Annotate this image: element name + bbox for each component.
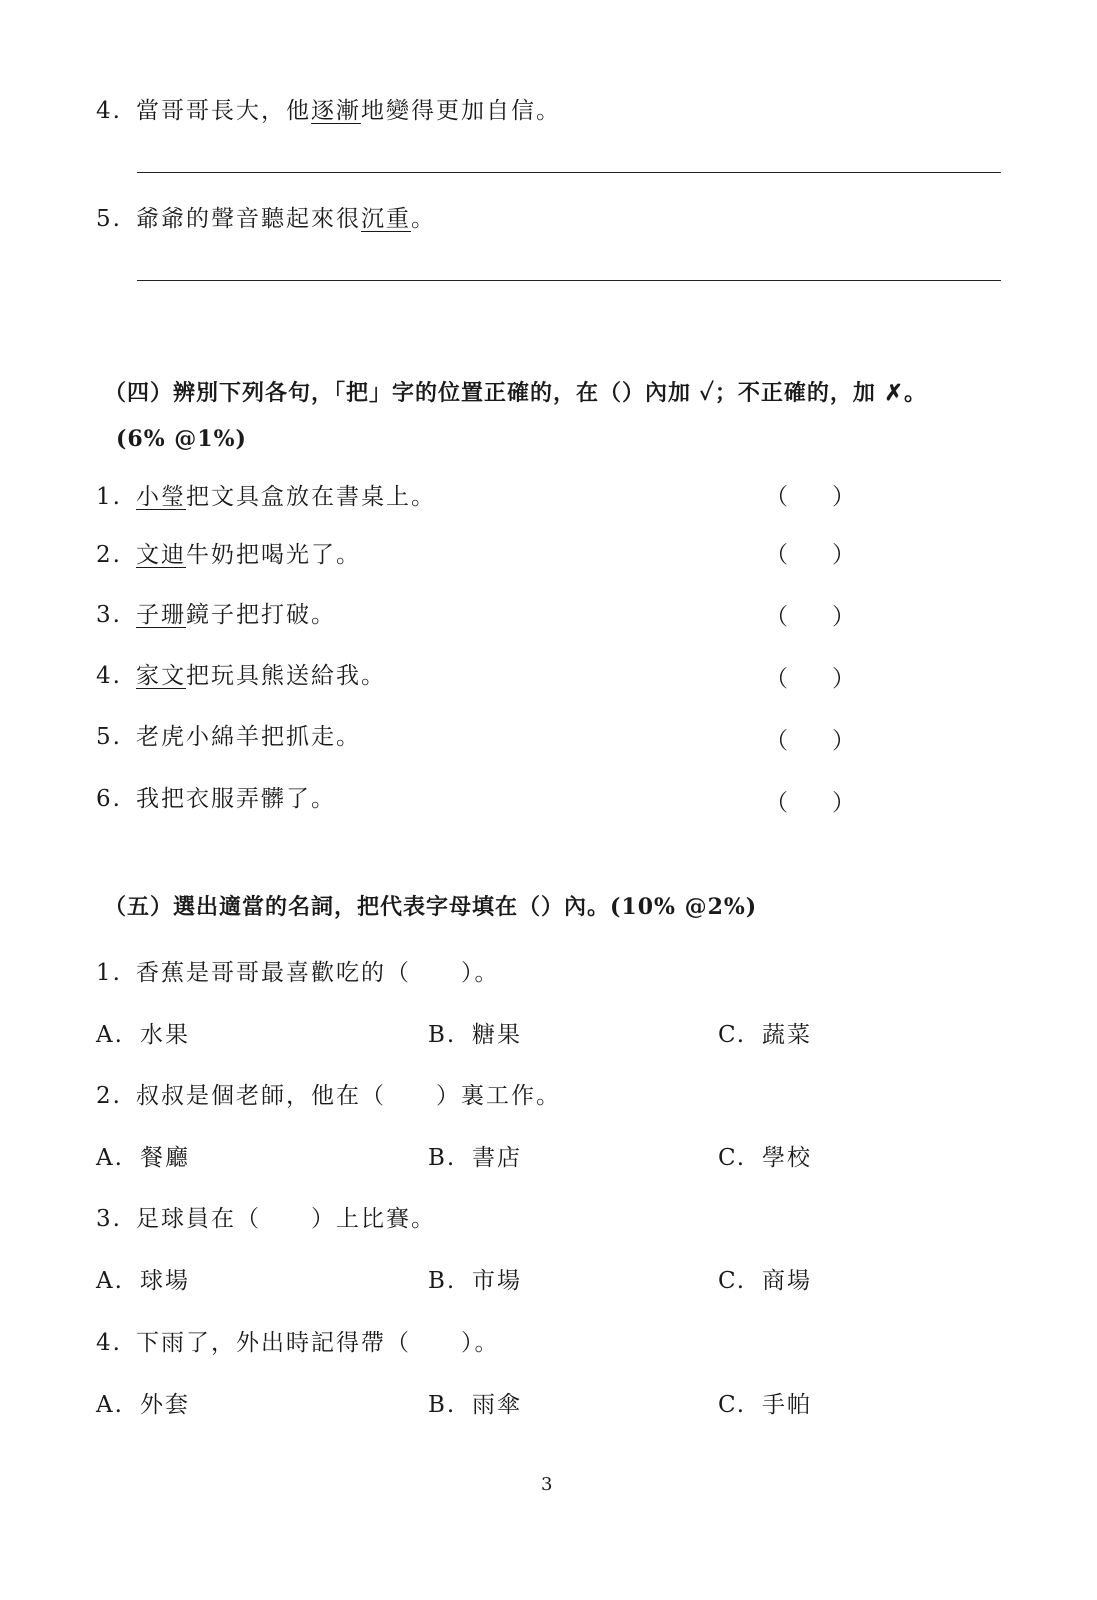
bracket-open: （ [765, 542, 788, 568]
option-b[interactable] [428, 1386, 522, 1419]
list-item [96, 780, 336, 813]
option-label: A. [96, 1392, 124, 1418]
underlined-word: 逐漸 [311, 98, 361, 124]
item-number: 3. [96, 1206, 122, 1232]
question-1 [96, 954, 500, 987]
option-label: B. [428, 1145, 457, 1171]
option-c[interactable] [718, 1016, 812, 1049]
option-text: 球場 [140, 1268, 190, 1294]
item-number: 3. [96, 602, 122, 628]
answer-bracket[interactable] [765, 598, 855, 631]
person-name: 文迪 [136, 542, 186, 568]
sentence-rest: 把玩具熊送給我。 [186, 663, 386, 689]
bracket-open: （ [765, 790, 788, 816]
list-item [96, 478, 436, 511]
person-name: 家文 [136, 663, 186, 689]
answer-bracket[interactable] [765, 478, 855, 511]
sentence-post: 。 [411, 206, 436, 232]
option-label: B. [428, 1022, 457, 1048]
option-text: 學校 [762, 1145, 812, 1171]
option-label: A. [96, 1145, 124, 1171]
bracket-close: ） [832, 542, 855, 568]
bracket-close: ） [832, 484, 855, 510]
section5-heading: （五）選出適當的名詞，把代表字母填在（）內。(10% @2%) [104, 894, 758, 920]
question-text: 下雨了，外出時記得帶（ ）。 [136, 1330, 500, 1356]
answer-line-4[interactable] [137, 172, 1001, 173]
option-b[interactable] [428, 1262, 522, 1295]
item-number: 5. [96, 206, 122, 232]
option-c[interactable] [718, 1139, 812, 1172]
option-label: A. [96, 1268, 124, 1294]
option-label: B. [428, 1268, 457, 1294]
item-number: 6. [96, 786, 122, 812]
sentence-rest: 把文具盒放在書桌上。 [186, 484, 436, 510]
bracket-open: （ [765, 728, 788, 754]
question-4 [96, 1324, 500, 1357]
option-text: 手帕 [762, 1392, 812, 1418]
option-text: 餐廳 [140, 1145, 190, 1171]
person-name: 子珊 [136, 602, 186, 628]
question-text: 香蕉是哥哥最喜歡吃的（ ）。 [136, 960, 500, 986]
underlined-word: 沉重 [361, 206, 411, 232]
option-text: 外套 [140, 1392, 190, 1418]
option-b[interactable] [428, 1016, 522, 1049]
question-3 [96, 1200, 436, 1233]
option-c[interactable] [718, 1262, 812, 1295]
item-number: 2. [96, 542, 122, 568]
item-number: 1. [96, 960, 122, 986]
bracket-close: ） [832, 604, 855, 630]
item-number: 2. [96, 1083, 122, 1109]
item-number: 4. [96, 663, 122, 689]
option-text: 雨傘 [472, 1392, 522, 1418]
option-label: C. [718, 1022, 747, 1048]
list-item [96, 536, 361, 569]
option-label: C. [718, 1145, 747, 1171]
page-number: 3 [541, 1474, 553, 1495]
answer-bracket[interactable] [765, 784, 855, 817]
section4-heading: （四）辨別下列各句，「把」字的位置正確的，在（）內加 ✓；不正確的，加 ✗。 [104, 380, 927, 406]
item-number: 4. [96, 98, 122, 124]
answer-bracket[interactable] [765, 536, 855, 569]
rewrite-item-4 [96, 92, 561, 125]
bracket-close: ） [832, 728, 855, 754]
question-2 [96, 1077, 561, 1110]
option-a[interactable] [96, 1262, 190, 1295]
item-number: 5. [96, 724, 122, 750]
list-item [96, 718, 361, 751]
sentence-pre: 爺爺的聲音聽起來很 [136, 206, 361, 232]
bracket-close: ） [832, 666, 855, 692]
option-text: 糖果 [472, 1022, 522, 1048]
bracket-close: ） [832, 790, 855, 816]
bracket-open: （ [765, 484, 788, 510]
sentence-pre: 當哥哥長大，他 [136, 98, 311, 124]
section4-marks: (6% @1%) [116, 426, 247, 452]
question-text: 叔叔是個老師，他在（ ）裏工作。 [136, 1083, 561, 1109]
option-a[interactable] [96, 1016, 190, 1049]
list-item [96, 657, 386, 690]
option-a[interactable] [96, 1386, 190, 1419]
list-item [96, 596, 336, 629]
item-number: 4. [96, 1330, 122, 1356]
sentence-rest: 牛奶把喝光了。 [186, 542, 361, 568]
option-b[interactable] [428, 1139, 522, 1172]
bracket-open: （ [765, 666, 788, 692]
option-text: 水果 [140, 1022, 190, 1048]
option-text: 書店 [472, 1145, 522, 1171]
question-text: 足球員在（ ）上比賽。 [136, 1206, 436, 1232]
sentence-rest: 老虎小綿羊把抓走。 [136, 724, 361, 750]
person-name: 小瑩 [136, 484, 186, 510]
option-a[interactable] [96, 1139, 190, 1172]
option-label: A. [96, 1022, 124, 1048]
answer-bracket[interactable] [765, 660, 855, 693]
option-text: 市場 [472, 1268, 522, 1294]
rewrite-item-5 [96, 200, 436, 233]
sentence-rest: 我把衣服弄髒了。 [136, 786, 336, 812]
bracket-open: （ [765, 604, 788, 630]
option-label: C. [718, 1268, 747, 1294]
sentence-post: 地變得更加自信。 [361, 98, 561, 124]
sentence-rest: 鏡子把打破。 [186, 602, 336, 628]
option-label: C. [718, 1392, 747, 1418]
answer-line-5[interactable] [137, 280, 1001, 281]
item-number: 1. [96, 484, 122, 510]
answer-bracket[interactable] [765, 722, 855, 755]
option-text: 蔬菜 [762, 1022, 812, 1048]
option-text: 商場 [762, 1268, 812, 1294]
option-label: B. [428, 1392, 457, 1418]
option-c[interactable] [718, 1386, 812, 1419]
